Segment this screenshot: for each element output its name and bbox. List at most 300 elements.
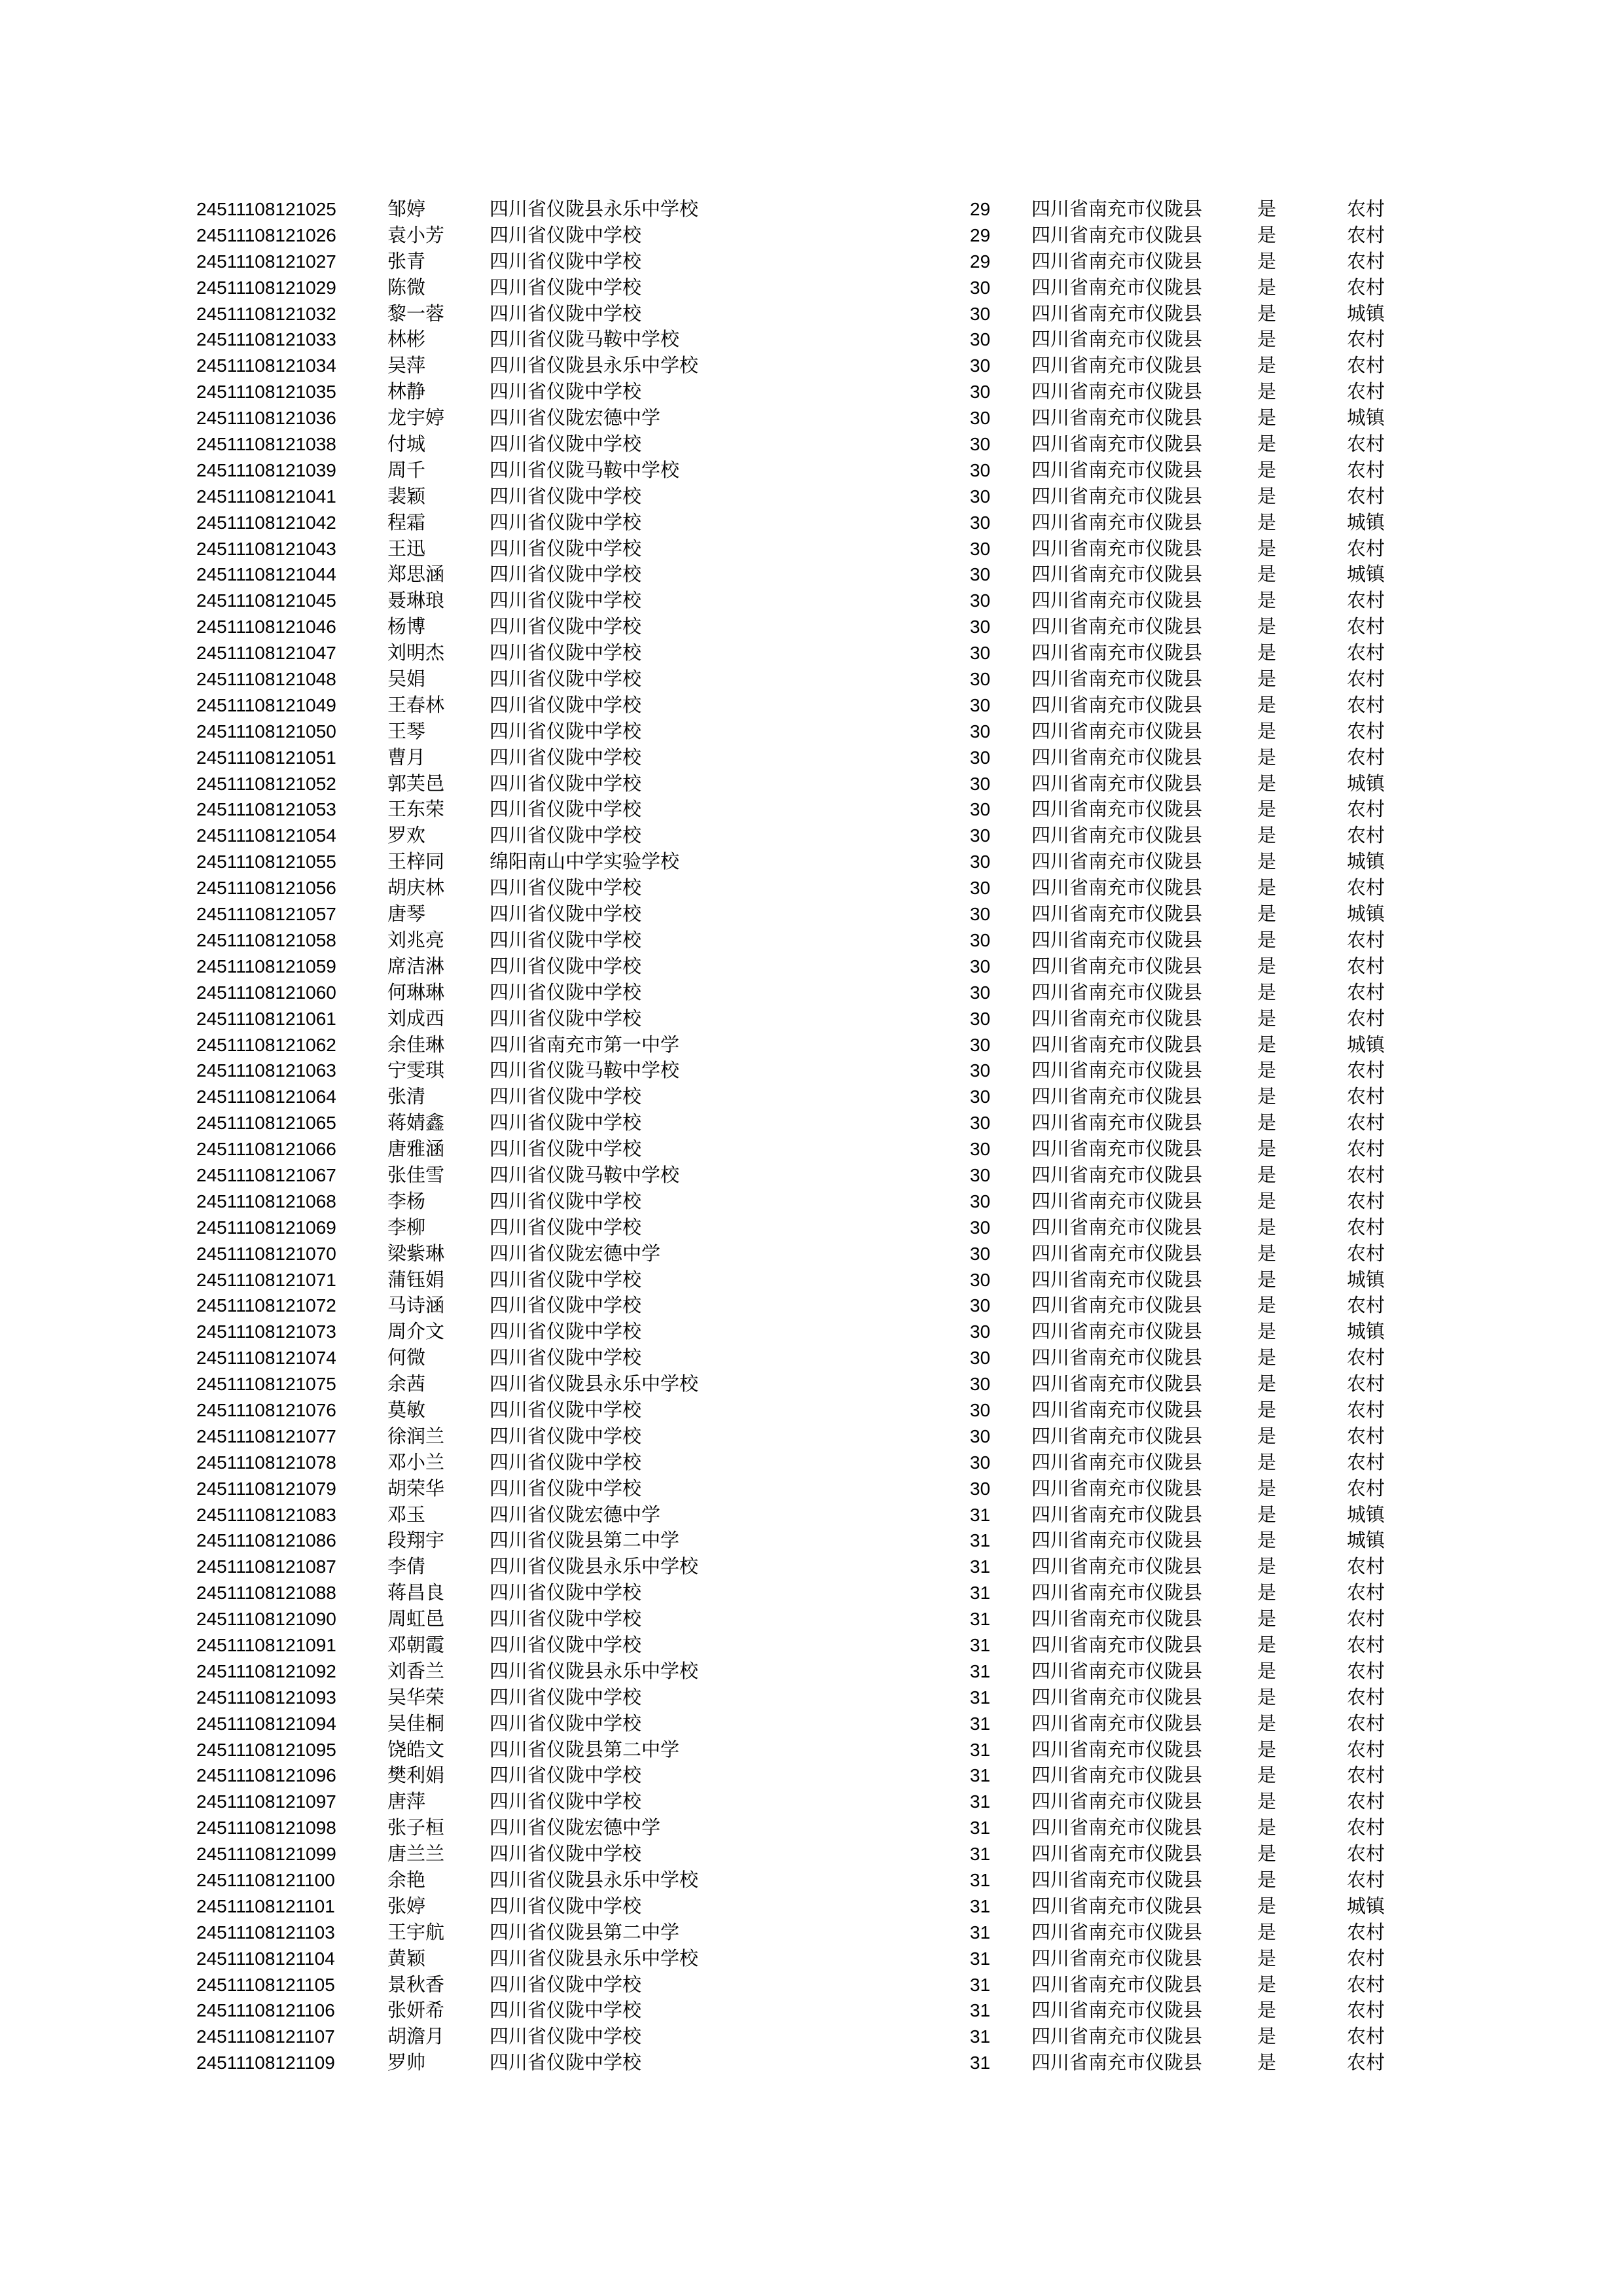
score-cell: 30 [970,1034,991,1055]
score-cell: 30 [970,1321,991,1342]
eligible-flag-cell: 是 [1257,1477,1277,1499]
table-row [196,1084,1414,1110]
school-name-cell: 四川省仪陇县永乐中学校 [490,1372,699,1395]
table-row [196,1789,1414,1815]
student-name-cell: 李倩 [387,1555,426,1578]
score-cell: 30 [970,564,991,585]
school-name-cell: 四川省仪陇马鞍中学校 [490,458,680,481]
residence-type-cell: 农村 [1347,1346,1385,1369]
eligible-flag-cell: 是 [1257,641,1277,664]
table-row [196,1058,1414,1084]
residence-type-cell: 农村 [1347,1163,1385,1186]
student-id-cell: 24511108121087 [196,1556,336,1577]
table-row [196,745,1414,771]
student-id-cell: 24511108121090 [196,1609,336,1630]
student-name-cell: 林静 [387,380,426,403]
region-cell: 四川省南充市仪陇县 [1031,615,1203,638]
school-name-cell: 四川省仪陇中学校 [490,1111,642,1134]
student-id-cell: 24511108121069 [196,1217,336,1238]
residence-type-cell: 农村 [1347,380,1385,403]
residence-type-cell: 农村 [1347,824,1385,847]
residence-type-cell: 农村 [1347,980,1385,1003]
residence-type-cell: 农村 [1347,719,1385,742]
residence-type-cell: 城镇 [1347,1268,1385,1291]
student-name-cell: 吴华荣 [387,1685,445,1708]
school-name-cell: 四川省仪陇县永乐中学校 [490,1659,699,1682]
score-cell: 29 [970,224,991,245]
residence-type-cell: 农村 [1347,1816,1385,1839]
student-name-cell: 樊利娟 [387,1764,445,1787]
score-cell: 30 [970,773,991,794]
student-name-cell: 席洁淋 [387,954,445,977]
residence-type-cell: 城镇 [1347,1503,1385,1526]
residence-type-cell: 农村 [1347,1372,1385,1395]
eligible-flag-cell: 是 [1257,903,1277,925]
student-id-cell: 24511108121038 [196,434,336,455]
score-cell: 31 [970,1739,991,1760]
residence-type-cell: 农村 [1347,1581,1385,1604]
student-name-cell: 宁雯琪 [387,1059,445,1082]
score-cell: 30 [970,1008,991,1029]
score-cell: 30 [970,1113,991,1134]
student-id-cell: 24511108121093 [196,1687,336,1708]
table-row [196,1685,1414,1711]
school-name-cell: 四川省仪陇中学校 [490,1477,642,1499]
student-id-cell: 24511108121029 [196,277,336,298]
region-cell: 四川省南充市仪陇县 [1031,537,1203,560]
residence-type-cell: 农村 [1347,615,1385,638]
residence-type-cell: 农村 [1347,328,1385,351]
student-name-cell: 王迅 [387,537,426,560]
eligible-flag-cell: 是 [1257,484,1277,507]
eligible-flag-cell: 是 [1257,1138,1277,1160]
table-row [196,1162,1414,1189]
score-cell: 30 [970,512,991,533]
student-name-cell: 周虹邑 [387,1607,445,1630]
student-name-cell: 李杨 [387,1189,426,1212]
residence-type-cell: 农村 [1347,745,1385,768]
school-name-cell: 四川省仪陇中学校 [490,484,642,507]
eligible-flag-cell: 是 [1257,1450,1277,1473]
student-name-cell: 吴萍 [387,354,426,377]
table-row [196,1815,1414,1841]
student-name-cell: 袁小芳 [387,223,445,246]
school-name-cell: 四川省仪陇中学校 [490,563,642,586]
region-cell: 四川省南充市仪陇县 [1031,511,1203,533]
eligible-flag-cell: 是 [1257,1842,1277,1865]
eligible-flag-cell: 是 [1257,693,1277,716]
school-name-cell: 四川省仪陇中学校 [490,615,642,638]
score-cell: 30 [970,694,991,715]
school-name-cell: 四川省仪陇宏德中学 [490,1242,661,1265]
score-cell: 31 [970,1818,991,1839]
student-id-cell: 24511108121071 [196,1269,336,1290]
score-cell: 29 [970,251,991,272]
student-id-cell: 24511108121059 [196,956,336,977]
eligible-flag-cell: 是 [1257,668,1277,691]
student-id-cell: 24511108121070 [196,1243,336,1264]
eligible-flag-cell: 是 [1257,1007,1277,1030]
table-row [196,692,1414,719]
eligible-flag-cell: 是 [1257,1790,1277,1813]
school-name-cell: 四川省仪陇中学校 [490,2051,642,2074]
school-name-cell: 四川省仪陇中学校 [490,1581,642,1604]
residence-type-cell: 农村 [1347,1607,1385,1630]
student-name-cell: 余佳琳 [387,1033,445,1056]
table-row [196,484,1414,510]
school-name-cell: 四川省仪陇中学校 [490,2025,642,2048]
eligible-flag-cell: 是 [1257,589,1277,612]
student-id-cell: 24511108121051 [196,747,336,768]
student-id-cell: 24511108121056 [196,878,336,899]
student-name-cell: 周千 [387,458,426,481]
residence-type-cell: 农村 [1347,1189,1385,1212]
region-cell: 四川省南充市仪陇县 [1031,1555,1203,1578]
student-id-cell: 24511108121073 [196,1321,336,1342]
table-row [196,797,1414,823]
table-row [196,405,1414,431]
residence-type-cell: 农村 [1347,1450,1385,1473]
region-cell: 四川省南充市仪陇县 [1031,1738,1203,1761]
school-name-cell: 四川省仪陇中学校 [490,511,642,533]
student-id-cell: 24511108121101 [196,1895,335,1916]
residence-type-cell: 农村 [1347,954,1385,977]
table-row [196,1136,1414,1162]
region-cell: 四川省南充市仪陇县 [1031,1294,1203,1317]
table-row [196,849,1414,875]
student-name-cell: 蒋昌良 [387,1581,445,1604]
table-row [196,588,1414,614]
student-name-cell: 杨博 [387,615,426,638]
region-cell: 四川省南充市仪陇县 [1031,1268,1203,1291]
score-cell: 31 [970,2000,991,2021]
student-name-cell: 邓玉 [387,1503,426,1526]
school-name-cell: 四川省仪陇中学校 [490,1894,642,1917]
score-cell: 31 [970,2053,991,2073]
region-cell: 四川省南充市仪陇县 [1031,798,1203,821]
table-row [196,719,1414,745]
school-name-cell: 绵阳南山中学实验学校 [490,850,680,873]
score-cell: 30 [970,1426,991,1446]
eligible-flag-cell: 是 [1257,1764,1277,1787]
eligible-flag-cell: 是 [1257,1268,1277,1291]
student-id-cell: 24511108121057 [196,904,336,925]
eligible-flag-cell: 是 [1257,1659,1277,1682]
score-cell: 31 [970,1583,991,1604]
table-row [196,301,1414,327]
eligible-flag-cell: 是 [1257,249,1277,272]
table-row [196,536,1414,562]
student-id-cell: 24511108121035 [196,382,336,403]
eligible-flag-cell: 是 [1257,1242,1277,1265]
score-cell: 30 [970,486,991,507]
student-name-cell: 胡庆林 [387,876,445,899]
eligible-flag-cell: 是 [1257,406,1277,429]
score-cell: 30 [970,1452,991,1473]
residence-type-cell: 城镇 [1347,1894,1385,1917]
school-name-cell: 四川省仪陇中学校 [490,1450,642,1473]
residence-type-cell: 农村 [1347,537,1385,560]
table-row [196,1632,1414,1659]
region-cell: 四川省南充市仪陇县 [1031,563,1203,586]
student-name-cell: 莫敏 [387,1398,426,1421]
residence-type-cell: 城镇 [1347,511,1385,533]
student-id-cell: 24511108121067 [196,1164,336,1185]
region-cell: 四川省南充市仪陇县 [1031,1111,1203,1134]
score-cell: 30 [970,303,991,324]
score-cell: 31 [970,1530,991,1551]
student-id-cell: 24511108121097 [196,1791,336,1812]
residence-type-cell: 农村 [1347,1555,1385,1578]
school-name-cell: 四川省仪陇中学校 [490,641,642,664]
eligible-flag-cell: 是 [1257,354,1277,377]
region-cell: 四川省南充市仪陇县 [1031,1816,1203,1839]
score-cell: 30 [970,1399,991,1420]
residence-type-cell: 农村 [1347,2051,1385,2074]
residence-type-cell: 农村 [1347,1085,1385,1108]
school-name-cell: 四川省仪陇马鞍中学校 [490,328,680,351]
school-name-cell: 四川省仪陇中学校 [490,1764,642,1787]
score-cell: 30 [970,643,991,664]
student-name-cell: 邓小兰 [387,1450,445,1473]
region-cell: 四川省南充市仪陇县 [1031,1685,1203,1708]
score-cell: 30 [970,1348,991,1369]
table-row [196,1946,1414,1972]
school-name-cell: 四川省仪陇中学校 [490,954,642,977]
student-name-cell: 刘香兰 [387,1659,445,1682]
eligible-flag-cell: 是 [1257,1633,1277,1656]
eligible-flag-cell: 是 [1257,1215,1277,1238]
school-name-cell: 四川省仪陇中学校 [490,537,642,560]
residence-type-cell: 农村 [1347,1294,1385,1317]
student-name-cell: 唐琴 [387,903,426,925]
student-name-cell: 付城 [387,433,426,456]
table-row [196,1763,1414,1789]
school-name-cell: 四川省仪陇宏德中学 [490,406,661,429]
student-name-cell: 刘成西 [387,1007,445,1030]
student-id-cell: 24511108121034 [196,355,336,376]
student-id-cell: 24511108121033 [196,329,336,350]
score-cell: 30 [970,1478,991,1499]
school-name-cell: 四川省仪陇中学校 [490,745,642,768]
school-name-cell: 四川省仪陇中学校 [490,1607,642,1630]
student-name-cell: 蒲钰娟 [387,1268,445,1291]
student-name-cell: 张婷 [387,1894,426,1917]
score-cell: 30 [970,721,991,742]
student-id-cell: 24511108121061 [196,1008,336,1029]
student-id-cell: 24511108121109 [196,2053,335,2073]
region-cell: 四川省南充市仪陇县 [1031,1790,1203,1813]
region-cell: 四川省南充市仪陇县 [1031,1920,1203,1943]
residence-type-cell: 城镇 [1347,406,1385,429]
score-cell: 31 [970,1634,991,1655]
student-id-cell: 24511108121098 [196,1818,336,1839]
score-cell: 29 [970,199,991,219]
table-row [196,1241,1414,1267]
region-cell: 四川省南充市仪陇县 [1031,589,1203,612]
student-name-cell: 王东荣 [387,798,445,821]
table-row [196,379,1414,405]
school-name-cell: 四川省仪陇县永乐中学校 [490,354,699,377]
student-id-cell: 24511108121043 [196,538,336,559]
student-name-cell: 王宇航 [387,1920,445,1943]
residence-type-cell: 农村 [1347,1920,1385,1943]
score-cell: 31 [970,1844,991,1865]
region-cell: 四川省南充市仪陇县 [1031,380,1203,403]
region-cell: 四川省南充市仪陇县 [1031,1503,1203,1526]
student-name-cell: 张清 [387,1085,426,1108]
student-id-cell: 24511108121086 [196,1530,336,1551]
student-id-cell: 24511108121083 [196,1504,336,1525]
score-cell: 31 [970,1922,991,1943]
student-name-cell: 胡荣华 [387,1477,445,1499]
table-row [196,275,1414,301]
student-name-cell: 徐润兰 [387,1424,445,1447]
eligible-flag-cell: 是 [1257,1346,1277,1369]
student-id-cell: 24511108121054 [196,825,336,846]
table-row [196,1867,1414,1893]
student-name-cell: 邓朝霞 [387,1633,445,1656]
score-cell: 30 [970,747,991,768]
table-row [196,1397,1414,1424]
student-name-cell: 余茜 [387,1372,426,1395]
score-cell: 30 [970,1060,991,1081]
region-cell: 四川省南充市仪陇县 [1031,824,1203,847]
residence-type-cell: 农村 [1347,2025,1385,2048]
student-name-cell: 聂琳琅 [387,589,445,612]
student-id-cell: 24511108121058 [196,929,336,950]
residence-type-cell: 城镇 [1347,302,1385,325]
score-cell: 31 [970,1791,991,1812]
region-cell: 四川省南充市仪陇县 [1031,406,1203,429]
score-cell: 31 [970,1974,991,1995]
eligible-flag-cell: 是 [1257,1398,1277,1421]
score-cell: 31 [970,1765,991,1786]
table-row [196,1267,1414,1293]
student-name-cell: 吴娟 [387,668,426,691]
school-name-cell: 四川省仪陇中学校 [490,1085,642,1108]
student-id-cell: 24511108121045 [196,590,336,611]
table-row [196,562,1414,588]
score-cell: 30 [970,538,991,559]
region-cell: 四川省南充市仪陇县 [1031,1320,1203,1343]
student-id-cell: 24511108121094 [196,1713,336,1734]
eligible-flag-cell: 是 [1257,458,1277,481]
student-name-cell: 郑思涵 [387,563,445,586]
school-name-cell: 四川省仪陇中学校 [490,380,642,403]
table-row [196,2024,1414,2050]
school-name-cell: 四川省仪陇中学校 [490,589,642,612]
score-cell: 30 [970,1191,991,1211]
table-row [196,823,1414,849]
score-cell: 30 [970,1243,991,1264]
table-row [196,614,1414,640]
region-cell: 四川省南充市仪陇县 [1031,928,1203,951]
residence-type-cell: 农村 [1347,1738,1385,1761]
eligible-flag-cell: 是 [1257,223,1277,246]
student-id-cell: 24511108121100 [196,1870,335,1890]
residence-type-cell: 农村 [1347,1973,1385,1996]
table-row [196,1215,1414,1241]
table-row [196,1502,1414,1528]
eligible-flag-cell: 是 [1257,1059,1277,1082]
student-name-cell: 黎一蓉 [387,302,445,325]
school-name-cell: 四川省仪陇中学校 [490,1346,642,1369]
table-row [196,223,1414,249]
school-name-cell: 四川省仪陇中学校 [490,1294,642,1317]
student-id-cell: 24511108121105 [196,1974,335,1995]
eligible-flag-cell: 是 [1257,1685,1277,1708]
score-cell: 30 [970,929,991,950]
student-name-cell: 刘明杰 [387,641,445,664]
eligible-flag-cell: 是 [1257,824,1277,847]
eligible-flag-cell: 是 [1257,1529,1277,1552]
table-row [196,1659,1414,1685]
table-row [196,640,1414,666]
school-name-cell: 四川省仪陇中学校 [490,1189,642,1212]
student-id-cell: 24511108121107 [196,2026,335,2047]
region-cell: 四川省南充市仪陇县 [1031,980,1203,1003]
residence-type-cell: 农村 [1347,1764,1385,1787]
eligible-flag-cell: 是 [1257,1189,1277,1212]
eligible-flag-cell: 是 [1257,511,1277,533]
region-cell: 四川省南充市仪陇县 [1031,302,1203,325]
region-cell: 四川省南充市仪陇县 [1031,1033,1203,1056]
region-cell: 四川省南充市仪陇县 [1031,1659,1203,1682]
school-name-cell: 四川省仪陇中学校 [490,1685,642,1708]
student-name-cell: 景秋香 [387,1973,445,1996]
score-cell: 30 [970,459,991,480]
region-cell: 四川省南充市仪陇县 [1031,198,1203,220]
student-id-cell: 24511108121088 [196,1583,336,1604]
residence-type-cell: 农村 [1347,1633,1385,1656]
table-row [196,1893,1414,1920]
eligible-flag-cell: 是 [1257,1581,1277,1604]
student-name-cell: 饶皓文 [387,1738,445,1761]
table-row [196,1293,1414,1319]
residence-type-cell: 城镇 [1347,903,1385,925]
school-name-cell: 四川省仪陇宏德中学 [490,1503,661,1526]
table-row [196,666,1414,692]
region-cell: 四川省南充市仪陇县 [1031,719,1203,742]
score-cell: 31 [970,1660,991,1681]
school-name-cell: 四川省仪陇县第二中学 [490,1738,680,1761]
region-cell: 四川省南充市仪陇县 [1031,693,1203,716]
student-name-cell: 陈微 [387,276,426,298]
school-name-cell: 四川省仪陇中学校 [490,1973,642,1996]
table-row [196,2050,1414,2076]
residence-type-cell: 农村 [1347,1869,1385,1891]
region-cell: 四川省南充市仪陇县 [1031,1398,1203,1421]
residence-type-cell: 农村 [1347,198,1385,220]
region-cell: 四川省南充市仪陇县 [1031,1242,1203,1265]
roster-table [196,196,1414,2076]
region-cell: 四川省南充市仪陇县 [1031,484,1203,507]
student-name-cell: 张佳雪 [387,1163,445,1186]
school-name-cell: 四川省仪陇马鞍中学校 [490,1059,680,1082]
school-name-cell: 四川省仪陇县永乐中学校 [490,1555,699,1578]
student-name-cell: 何微 [387,1346,426,1369]
eligible-flag-cell: 是 [1257,276,1277,298]
school-name-cell: 四川省仪陇中学校 [490,1999,642,2022]
student-name-cell: 马诗涵 [387,1294,445,1317]
eligible-flag-cell: 是 [1257,1816,1277,1839]
region-cell: 四川省南充市仪陇县 [1031,276,1203,298]
school-name-cell: 四川省仪陇中学校 [490,1215,642,1238]
table-row [196,1580,1414,1606]
student-name-cell: 吴佳桐 [387,1712,445,1734]
residence-type-cell: 农村 [1347,641,1385,664]
